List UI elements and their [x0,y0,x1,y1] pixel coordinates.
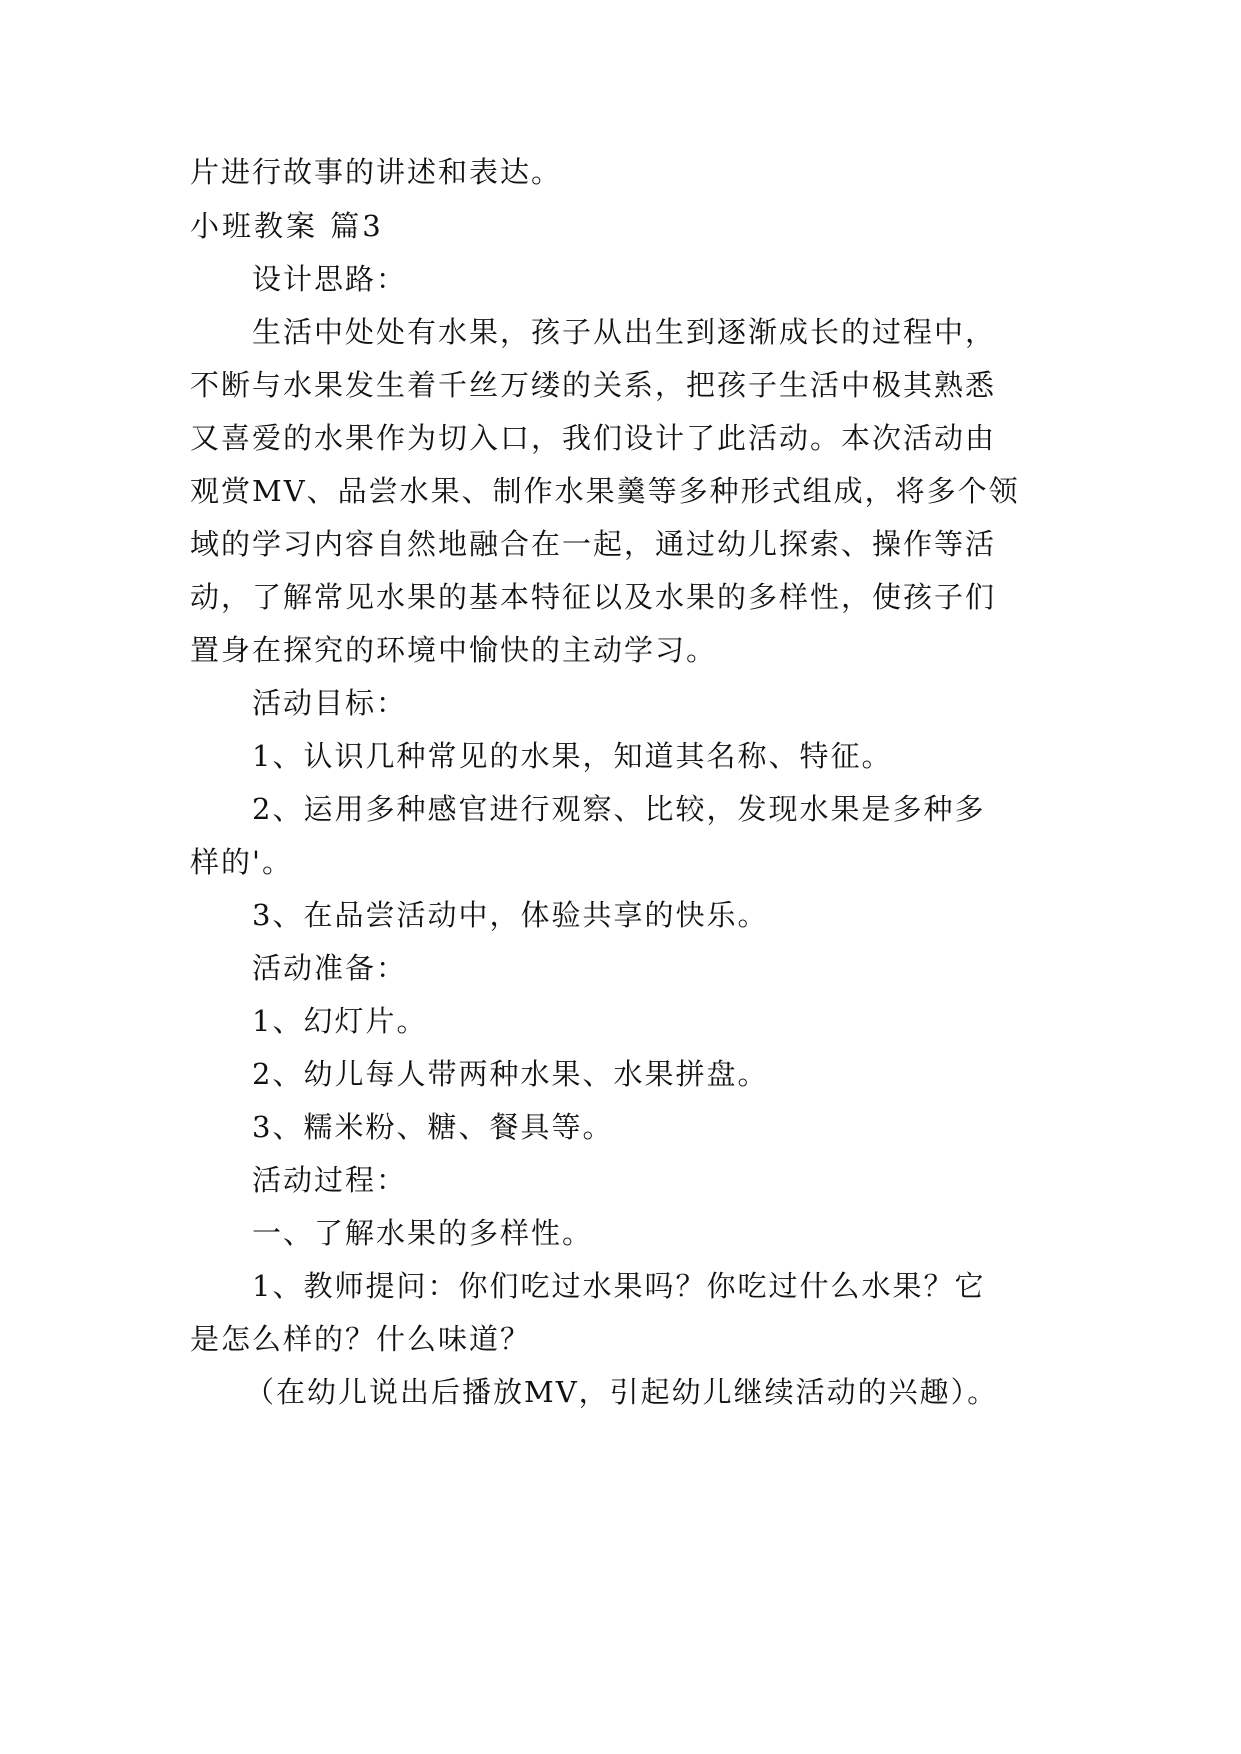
list-item: 2、幼儿每人带两种水果、水果拼盘。 [252,1057,769,1091]
list-item: 3、糯米粉、糖、餐具等。 [252,1110,614,1144]
paragraph-line: 置身在探究的环境中愉快的主动学习。 [190,633,718,667]
list-item: 1、教师提问：你们吃过水果吗？你吃过什么水果？它 [252,1269,986,1303]
list-item: 3、在品尝活动中，体验共享的快乐。 [252,898,769,932]
list-item: 1、幻灯片。 [252,1004,428,1038]
paragraph-line: 不断与水果发生着千丝万缕的关系，把孩子生活中极其熟悉 [190,368,997,402]
subheading: 一、了解水果的多样性。 [252,1216,594,1250]
paragraph-line: 动，了解常见水果的基本特征以及水果的多样性，使孩子们 [190,580,997,614]
paragraph-line: （在幼儿说出后播放MV，引起幼儿继续活动的兴趣）。 [245,1375,999,1409]
paragraph-line: 域的学习内容自然地融合在一起，通过幼儿探索、操作等活 [190,527,997,561]
paragraph-line: 是怎么样的？什么味道？ [190,1322,532,1356]
paragraph-line: 又喜爱的水果作为切入口，我们设计了此活动。本次活动由 [190,421,997,455]
section-title: 小班教案 篇3 [190,209,384,243]
paragraph-line: 样的'。 [190,845,293,879]
heading-goals: 活动目标： [252,686,408,720]
heading-process: 活动过程： [252,1163,408,1197]
paragraph-line: 观赏MV、品尝水果、制作水果羹等多种形式组成，将多个领 [190,474,1020,508]
list-item: 1、认识几种常见的水果，知道其名称、特征。 [252,739,893,773]
list-item: 2、运用多种感官进行观察、比较，发现水果是多种多 [252,792,986,826]
heading-preparation: 活动准备： [252,951,408,985]
paragraph-line: 片进行故事的讲述和表达。 [190,155,563,189]
heading-design-idea: 设计思路： [252,262,408,296]
paragraph-line: 生活中处处有水果，孩子从出生到逐渐成长的过程中， [252,315,997,349]
